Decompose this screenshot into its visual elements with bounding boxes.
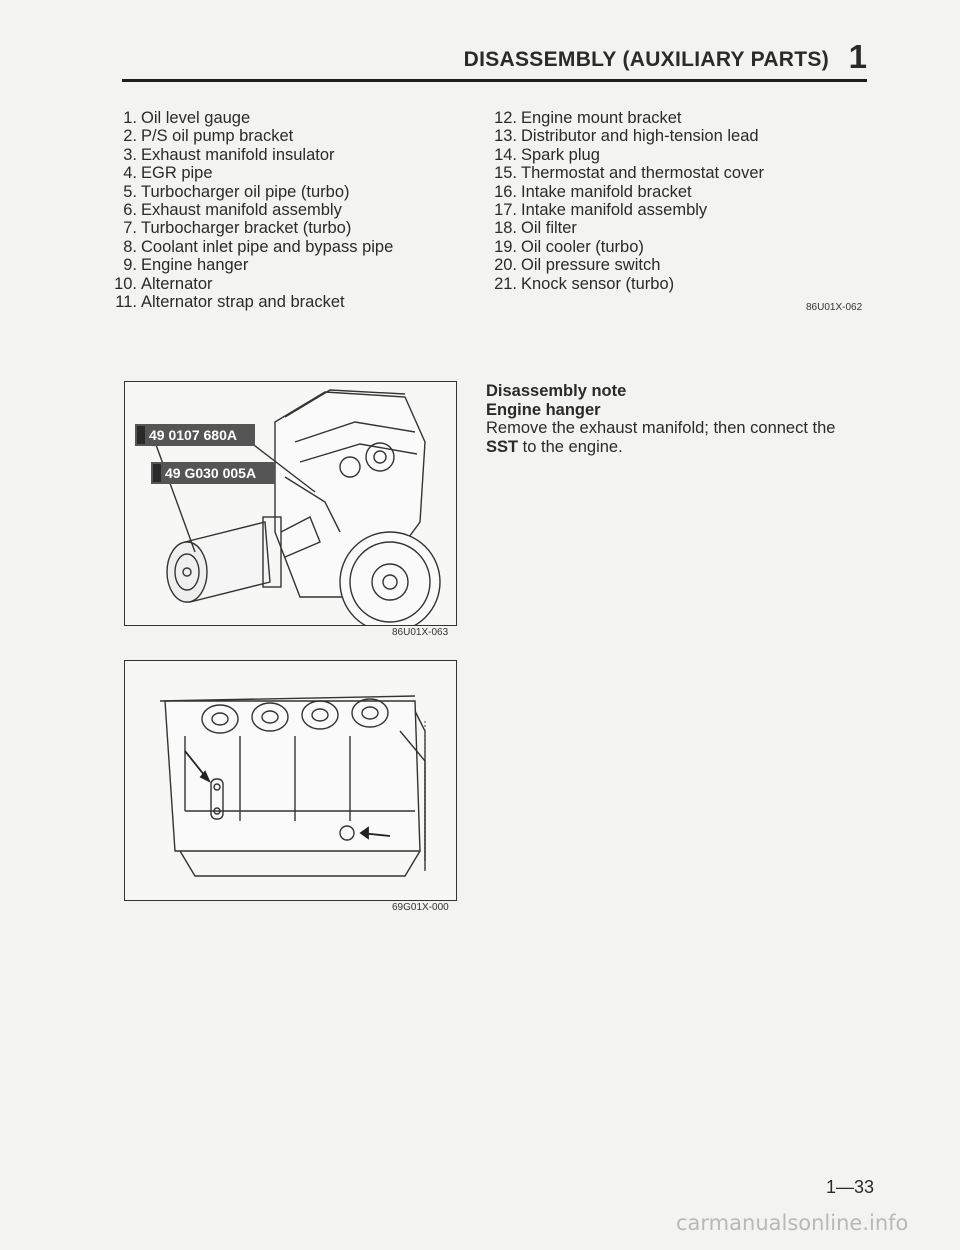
note-text: Remove the exhaust manifold; then connect the SST to the engine. (486, 419, 836, 456)
parts-list-left (110, 109, 393, 311)
figure-2-code: 69G01X-000 (392, 902, 449, 913)
list-item: 11. Alternator strap and bracket (115, 293, 345, 312)
list-item: 19. Oil cooler (turbo) (494, 237, 644, 256)
section-title: DISASSEMBLY (AUXILIARY PARTS) (463, 48, 829, 71)
engine-block-illustration (125, 661, 456, 900)
page-header (463, 38, 867, 80)
list-item: 6. Exhaust manifold assembly (123, 201, 342, 220)
section-number: 1 (848, 38, 867, 75)
figure-1-code: 86U01X-063 (392, 627, 449, 638)
list-item: 7. Turbocharger bracket (turbo) (123, 219, 352, 238)
exploded-figure-code: 86U01X-062 (806, 302, 863, 313)
watermark-link[interactable]: carmanualsonline.info (676, 1211, 909, 1235)
note-heading: Disassembly note (486, 382, 627, 400)
tool-label-1 (135, 424, 255, 446)
engine-sst-illustration (125, 382, 456, 625)
header-rule (122, 79, 867, 82)
svg-text:49 G030 005A: 49 G030 005A (165, 465, 257, 481)
list-item: 12. Engine mount bracket (494, 109, 682, 127)
page-number: 1—33 (826, 1177, 875, 1197)
list-item: 18. Oil filter (494, 219, 577, 238)
list-item: 13. Distributor and high-tension lead (494, 127, 759, 146)
list-item: 16. Intake manifold bracket (494, 182, 692, 201)
list-item: 21. Knock sensor (turbo) (494, 274, 675, 293)
list-item: 15. Thermostat and thermostat cover (494, 164, 765, 183)
disassembly-note (486, 382, 871, 456)
list-item: 5. Turbocharger oil pipe (turbo) (123, 182, 350, 201)
svg-text:49 0107 680A: 49 0107 680A (149, 427, 237, 443)
list-item: 9. Engine hanger (123, 256, 249, 275)
list-item: 14. Spark plug (494, 145, 600, 164)
list-item: 8. Coolant inlet pipe and bypass pipe (123, 237, 394, 256)
tool-label-2 (151, 462, 275, 484)
list-item: 1. Oil level gauge (123, 109, 251, 127)
note-subheading: Engine hanger (486, 400, 601, 419)
figure-engine-hanger-sst (124, 381, 457, 626)
list-item: 3. Exhaust manifold insulator (123, 145, 335, 164)
figure-engine-block (124, 660, 457, 901)
list-item: 4. EGR pipe (123, 164, 213, 183)
parts-list-right (490, 109, 764, 293)
list-item: 20. Oil pressure switch (494, 256, 661, 275)
list-item: 2. P/S oil pump bracket (123, 127, 294, 146)
list-item: 17. Intake manifold assembly (494, 201, 708, 220)
list-item: 10. Alternator (114, 274, 213, 293)
